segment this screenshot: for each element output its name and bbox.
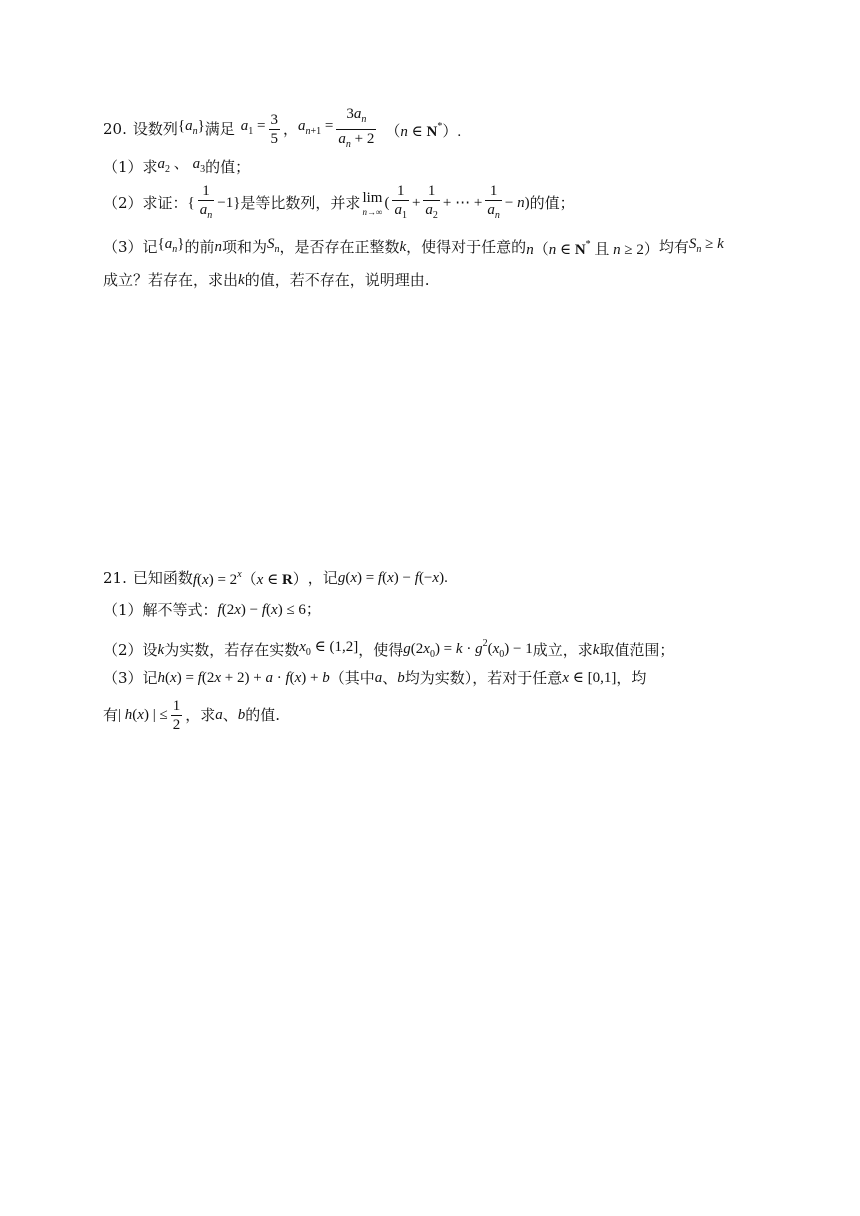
- q20-intro: 设数列: [132, 120, 178, 138]
- q20-number: 20.: [103, 120, 127, 138]
- q20-cond: 满足: [204, 120, 235, 138]
- q20-statement: 20. 设数列 $\{a_n\}$ 满足 $a_1$ = $\frac{3}{5}$ ， $a_{n+1}$ = $\frac{3a_n}{a_n + 2}$ （n ∈ N*）.: [103, 108, 461, 150]
- q20-part3-cont: 成立？若存在，求出 k 的值，若不存在，说明理由.: [103, 271, 430, 289]
- q20-part2-label: （2）求证：: [103, 194, 188, 212]
- limit-symbol: lim n→∞: [362, 190, 383, 217]
- q21-part3-cont: 有 | h(x) | ≤ $\frac{1}{2}$ ，求 a 、 b 的值.: [103, 697, 280, 733]
- q21-statement: 21. 已知函数 $f(x) = 2^x(x$ ∈ R） ，记 g(x) = f(x) − f(−x).: [103, 568, 448, 588]
- q20-domain: （n ∈ N*）.: [385, 120, 462, 140]
- q21-part2: （2）设 k 为实数，若存在实数 $x_0$ ∈ (1,2] ，使得 $g(2x_0) = k \cdot g^2(x_0) - 1$ 成立，求 k 取值范围；: [103, 638, 675, 660]
- q20-a1-formula: $a_1$ =: [240, 118, 266, 137]
- q20-part1-label: （1）求: [103, 158, 158, 176]
- q20-recurrence-fraction: $\frac{3a_n}{a_n + 2}$: [336, 105, 376, 154]
- q20-part1: （1）求 $a_2$ 、 $a_3$ 的值；: [103, 156, 251, 176]
- q21-part3: （3）记 h(x) = f(2x + 2) + a · f(x) + b （其中 a 、 b 均为实数），若对于任意 x ∈ [0,1] ，均: [103, 669, 647, 687]
- q20-recurrence: $a_{n+1}$ =: [298, 118, 334, 137]
- q20-part2: （2）求证： { $\frac{1}{a_n}$ −1} 是等比数列，并求 lim n→∞ ( $\frac{1}{a_1}$ + $\frac{1}{a_2}$ + ⋯ + $\frac{1}{a_n}$ − n) 的值；: [103, 182, 575, 224]
- q20-part3: （3）记 $\{a_n\}$ 的前 n 项和为 $S_n$ ，是否存在正整数 k ，使得对于任意的 n（n ∈ N* 且 n ≥ 2） 均有 $S_n \ge k$: [103, 236, 724, 258]
- q20-part3-label: （3）记: [103, 238, 158, 256]
- q21-part1: （1）解不等式： f(2x) − f(x) ≤ 6；: [103, 601, 321, 619]
- q20-a1-fraction: $\frac{3}{5}$: [270, 111, 279, 147]
- q21-number: 21.: [103, 568, 127, 587]
